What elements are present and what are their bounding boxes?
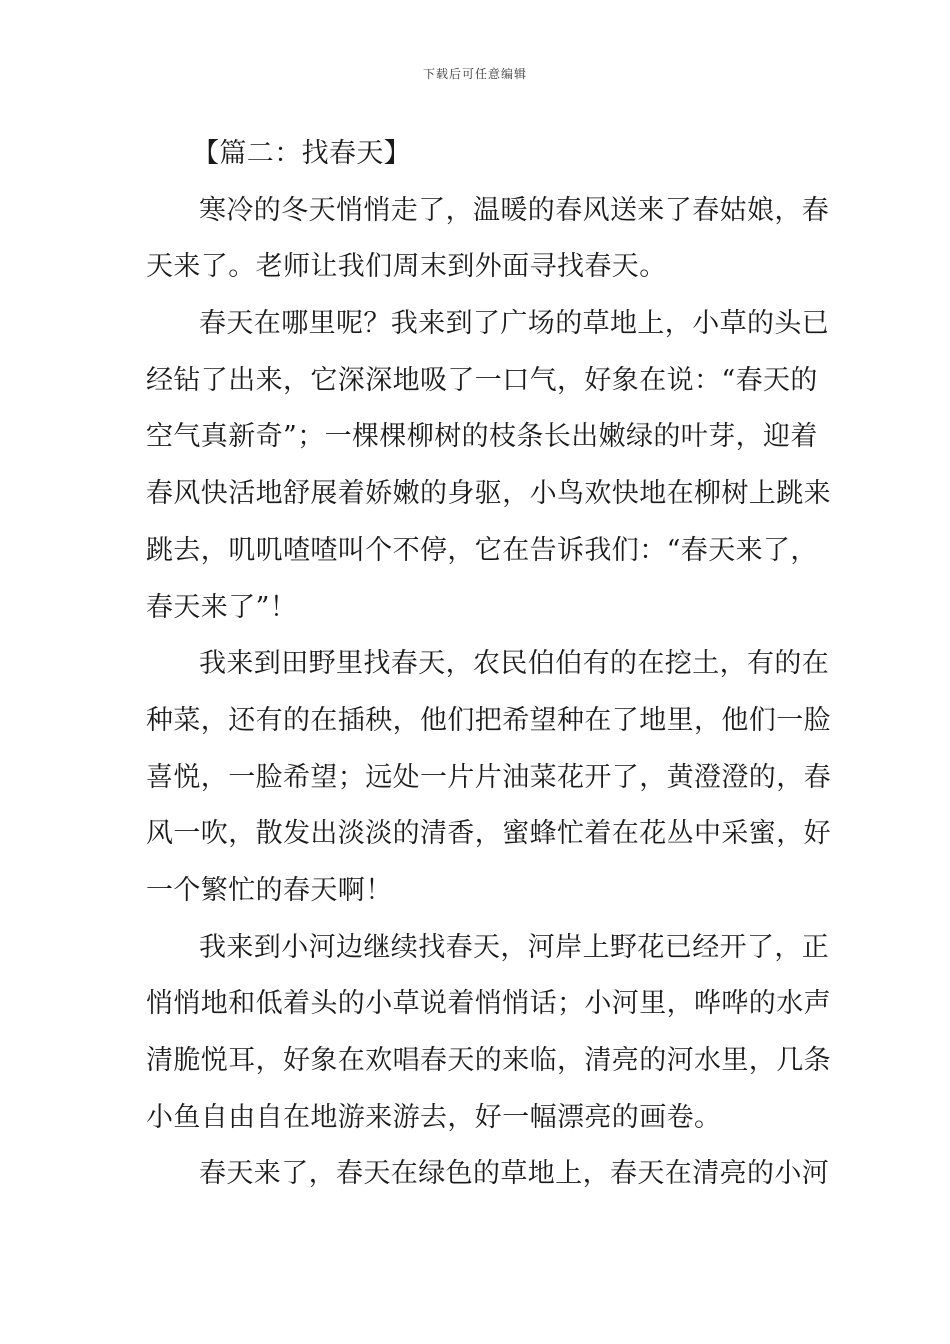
article-title: 【篇二：找春天】 [192, 138, 412, 169]
article-body [146, 126, 831, 1203]
text-line: 空气真新奇”；一棵棵柳树的枝条长出嫩绿的叶芽，迎着 [146, 421, 818, 453]
text-line: 经钻了出来，它深深地吸了一口气，好象在说：“春天的 [146, 364, 818, 396]
text-line: 风一吹，散发出淡淡的清香，蜜蜂忙着在花丛中采蜜，好 [146, 818, 831, 850]
text-line: 寒冷的冬天悄悄走了，温暖的春风送来了春姑娘，春 [199, 194, 830, 226]
text-line: 喜悦，一脸希望；远处一片片油菜花开了，黄澄澄的，春 [146, 761, 831, 793]
text-line: 春风快活地舒展着娇嫩的身驱，小鸟欢快地在柳树上跳来 [146, 478, 831, 510]
header-note: 下载后可任意编辑 [422, 67, 527, 81]
text-line: 春天在哪里呢？我来到了广场的草地上，小草的头已 [199, 308, 830, 340]
text-line: 一个繁忙的春天啊！ [146, 874, 393, 906]
text-line: 清脆悦耳，好象在欢唱春天的来临，清亮的河水里，几条 [146, 1045, 831, 1076]
text-line: 春天来了”！ [146, 591, 298, 623]
text-line: 天来了。老师让我们周末到外面寻找春天。 [146, 251, 667, 283]
text-line: 春天来了，春天在绿色的草地上，春天在清亮的小河 [199, 1158, 830, 1190]
text-line: 跳去，叽叽喳喳叫个不停，它在告诉我们：“春天来了， [146, 534, 818, 566]
article-lines [146, 183, 831, 1203]
text-line: 种菜，还有的在插秧，他们把希望种在了地里，他们一脸 [146, 704, 831, 736]
text-line: 我来到小河边继续找春天，河岸上野花已经开了，正 [199, 931, 830, 963]
text-line: 悄悄地和低着头的小草说着悄悄话；小河里，哗哗的水声 [146, 988, 831, 1020]
text-line: 小鱼自由自在地游来游去，好一幅漂亮的画卷。 [146, 1101, 722, 1133]
text-line: 我来到田野里找春天，农民伯伯有的在挖土，有的在 [199, 648, 830, 680]
